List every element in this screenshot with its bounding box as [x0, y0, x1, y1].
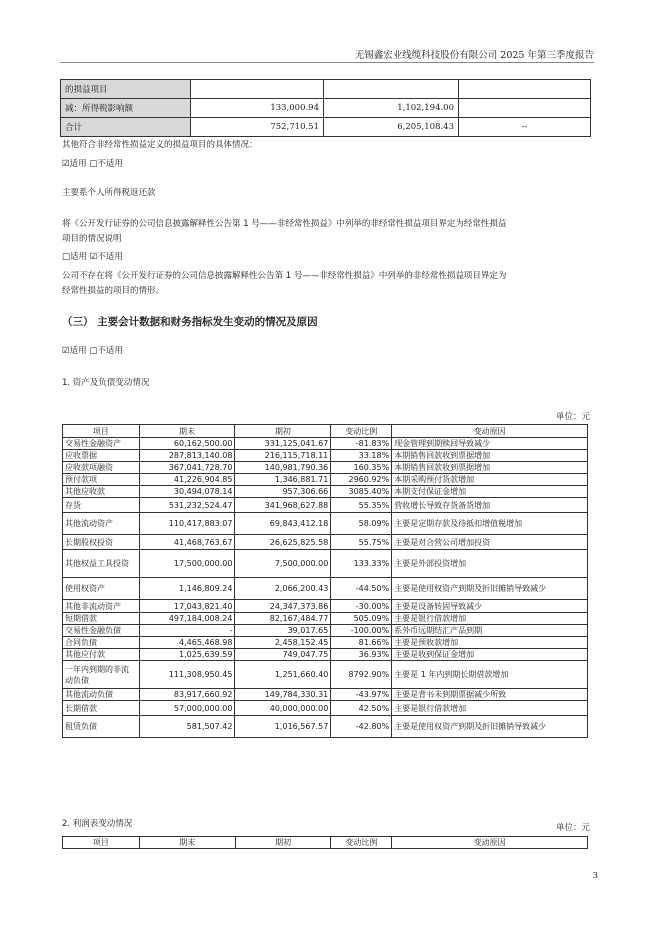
ratio-cell: 160.35%: [331, 462, 392, 474]
end-value-cell: 1,146,809.24: [139, 578, 235, 600]
reason-cell: 主要是定期存款及待抵扣增值税增加: [392, 513, 588, 535]
begin-value-cell: 1,346,881.71: [235, 474, 331, 486]
ratio-cell: -100.00%: [331, 625, 392, 637]
section-title: （三） 主要会计数据和财务指标发生变动的情况及原因: [62, 316, 318, 328]
reason-cell: 主要是使用权资产到期及折旧摊销导致减少: [392, 578, 588, 600]
item-cell: 预付款项: [63, 474, 140, 486]
begin-value-cell: 26,625,825.58: [235, 535, 331, 550]
item-cell: 长期借款: [63, 701, 140, 716]
reason-cell: 主要是银行借款增加: [392, 613, 588, 625]
ratio-cell: 505.09%: [331, 613, 392, 625]
begin-value-cell: 216,115,718.11: [235, 450, 331, 462]
table-row: [63, 474, 588, 486]
ratio-cell: -42.80%: [331, 716, 392, 738]
applicable-checkbox-3[interactable]: ☑适用 □不适用: [62, 346, 123, 356]
header-divider: [60, 62, 594, 63]
ratio-cell: 36.93%: [331, 649, 392, 661]
table-row: [63, 689, 588, 701]
other-items-text: 其他符合非经常性损益定义的损益项目的具体情况：: [62, 140, 258, 150]
header-cell: 项目: [63, 837, 140, 849]
end-value-cell: 581,507.42: [139, 716, 235, 738]
end-value-cell: 41,226,904.85: [139, 474, 235, 486]
profit-table: [62, 836, 588, 849]
end-value-cell: 111,308,950.45: [139, 661, 235, 689]
subsection-profit: 2. 利润表变动情况: [62, 819, 133, 829]
reason-cell: 营收增长导致存货备货增加: [392, 498, 588, 513]
value-cell: [191, 80, 324, 99]
item-cell: 其他应付款: [63, 649, 140, 661]
value-cell: [459, 99, 591, 118]
table-row: [63, 498, 588, 513]
begin-value-cell: 69,843,412.18: [235, 513, 331, 535]
unit-label-2: 单位：元: [555, 823, 590, 833]
end-value-cell: 287,813,140.08: [139, 450, 235, 462]
begin-value-cell: 957,306.66: [235, 486, 331, 498]
ratio-cell: 133.33%: [331, 550, 392, 578]
ratio-cell: -43.97%: [331, 689, 392, 701]
value-cell: 6,205,108.43: [324, 118, 459, 137]
header-cell: 变动原因: [392, 425, 588, 438]
applicable-checkbox-2[interactable]: □适用 ☑不适用: [62, 252, 123, 262]
reason-cell: 主要是设备转固导致减少: [392, 600, 588, 613]
reason-cell: 本期销售回款收到票据增加: [392, 462, 588, 474]
explain-text-line1: 将《公开发行证券的公司信息披露解释性公告第 1 号——非经常性损益》中列举的非经常性损益项目界定为经常性损益: [62, 219, 507, 229]
value-cell: [459, 80, 591, 99]
header-cell: 期末: [139, 837, 235, 849]
table-row: [63, 613, 588, 625]
table-row: [63, 716, 588, 738]
nodefine-text-line2: 经常性损益的项目的情形。: [62, 286, 165, 296]
report-header-title: 无锡鑫宏业线缆科技股份有限公司 2025 年第三季度报告: [354, 50, 594, 61]
header-cell: 期末: [139, 425, 235, 438]
header-cell: 变动原因: [392, 837, 588, 849]
item-cell: 交易性金融资产: [63, 438, 140, 450]
table-row: [63, 450, 588, 462]
applicable-checkbox-1[interactable]: ☑适用 □不适用: [62, 159, 123, 169]
row-label: 合计: [61, 118, 191, 137]
end-value-cell: 4,465,468.98: [139, 637, 235, 649]
main-item-text: 主要系个人所得税返还款: [62, 188, 156, 198]
table-header-row: [63, 837, 588, 849]
unit-label: 单位：元: [555, 412, 590, 422]
reason-cell: 主要是使用权资产到期及折旧摊销导致减少: [392, 716, 588, 738]
reason-cell: 主要是 1 年内到期长期借款增加: [392, 661, 588, 689]
item-cell: 合同负债: [63, 637, 140, 649]
header-cell: 项目: [63, 425, 140, 438]
begin-value-cell: 1,251,660.40: [235, 661, 331, 689]
reason-cell: 主要是对合营公司增加投资: [392, 535, 588, 550]
header-cell: 期初: [235, 425, 331, 438]
item-cell: 应收款项融资: [63, 462, 140, 474]
item-cell: 租赁负债: [63, 716, 140, 738]
ratio-cell: -30.00%: [331, 600, 392, 613]
end-value-cell: 497,184,008.24: [139, 613, 235, 625]
header-cell: 变动比例: [331, 425, 392, 438]
ratio-cell: 81.66%: [331, 637, 392, 649]
table-row: [61, 118, 591, 137]
asset-liability-table: [62, 424, 588, 738]
explain-text-line2: 项目的情况说明: [62, 234, 122, 244]
table-row: [63, 486, 588, 498]
row-label: 的损益项目: [61, 80, 191, 99]
value-cell: [324, 80, 459, 99]
ratio-cell: 55.35%: [331, 498, 392, 513]
item-cell: 长期股权投资: [63, 535, 140, 550]
item-cell: 其他流动负债: [63, 689, 140, 701]
table-header-row: [63, 425, 588, 438]
ratio-cell: 3085.40%: [331, 486, 392, 498]
end-value-cell: 1,025,639.59: [139, 649, 235, 661]
ratio-cell: 42.50%: [331, 701, 392, 716]
table-row: [61, 99, 591, 118]
begin-value-cell: 2,458,152.45: [235, 637, 331, 649]
ratio-cell: 33.18%: [331, 450, 392, 462]
begin-value-cell: 1,016,567.57: [235, 716, 331, 738]
reason-cell: 主要是预收款增加: [392, 637, 588, 649]
begin-value-cell: 24,347,373.86: [235, 600, 331, 613]
ratio-cell: 58.09%: [331, 513, 392, 535]
table-row: [63, 600, 588, 613]
item-cell: 其他非流动资产: [63, 600, 140, 613]
table-row: [63, 701, 588, 716]
end-value-cell: 17,500,000.00: [139, 550, 235, 578]
end-value-cell: 41,468,763.67: [139, 535, 235, 550]
reason-cell: 系外币远期结汇产品到期: [392, 625, 588, 637]
item-cell: 其他应收款: [63, 486, 140, 498]
ratio-cell: -81.83%: [331, 438, 392, 450]
table-row: [63, 513, 588, 535]
begin-value-cell: 39,017.65: [235, 625, 331, 637]
table-row: [63, 649, 588, 661]
ratio-cell: -44.50%: [331, 578, 392, 600]
end-value-cell: -: [139, 625, 235, 637]
reason-cell: 主要是外部投资增加: [392, 550, 588, 578]
table-row: [63, 661, 588, 689]
begin-value-cell: 331,125,041.67: [235, 438, 331, 450]
end-value-cell: 83,917,660.92: [139, 689, 235, 701]
item-cell: 其他流动资产: [63, 513, 140, 535]
item-cell: 一年内到期的非流动负债: [63, 661, 140, 689]
reason-cell: 主要是银行借款增加: [392, 701, 588, 716]
begin-value-cell: 2,066,200.43: [235, 578, 331, 600]
item-cell: 短期借款: [63, 613, 140, 625]
item-cell: 使用权资产: [63, 578, 140, 600]
page-number: 3: [592, 871, 598, 881]
nonrecurring-items-table: [60, 79, 591, 137]
header-cell: 变动比例: [331, 837, 392, 849]
reason-cell: 主要是收到保证金增加: [392, 649, 588, 661]
table-row: [63, 438, 588, 450]
table-row: [63, 535, 588, 550]
reason-cell: 本期支付保证金增加: [392, 486, 588, 498]
row-label: 减：所得税影响额: [61, 99, 191, 118]
table-row: [63, 462, 588, 474]
table-row: [63, 625, 588, 637]
table-row: [63, 637, 588, 649]
begin-value-cell: 7,500,000.00: [235, 550, 331, 578]
reason-cell: 现金管理到期赎回导致减少: [392, 438, 588, 450]
item-cell: 交易性金融负债: [63, 625, 140, 637]
reason-cell: 本期销售回款收到票据增加: [392, 450, 588, 462]
begin-value-cell: 82,167,484.77: [235, 613, 331, 625]
ratio-cell: 8792.90%: [331, 661, 392, 689]
end-value-cell: 531,232,524.47: [139, 498, 235, 513]
table-row: [61, 80, 591, 99]
value-cell: 133,000.94: [191, 99, 324, 118]
value-cell: 1,102,194.00: [324, 99, 459, 118]
begin-value-cell: 140,981,790.36: [235, 462, 331, 474]
reason-cell: 主要是背书未到期票据减少所致: [392, 689, 588, 701]
ratio-cell: 55.75%: [331, 535, 392, 550]
item-cell: 应收票据: [63, 450, 140, 462]
item-cell: 其他权益工具投资: [63, 550, 140, 578]
nodefine-text-line1: 公司不存在将《公开发行证券的公司信息披露解释性公告第 1 号——非经常性损益》中列举的非经常性损益项目界定为: [62, 271, 507, 281]
table-row: [63, 578, 588, 600]
end-value-cell: 60,162,500.00: [139, 438, 235, 450]
reason-cell: 本期采购预付货款增加: [392, 474, 588, 486]
header-cell: 期初: [235, 837, 331, 849]
end-value-cell: 30,494,078.14: [139, 486, 235, 498]
end-value-cell: 57,000,000.00: [139, 701, 235, 716]
table-row: [63, 550, 588, 578]
begin-value-cell: 40,000,000.00: [235, 701, 331, 716]
end-value-cell: 110,417,883.07: [139, 513, 235, 535]
begin-value-cell: 149,784,330.31: [235, 689, 331, 701]
subsection-asset-liability: 1. 资产及负债变动情况: [62, 378, 150, 388]
value-cell: --: [459, 118, 591, 137]
end-value-cell: 17,043,821.40: [139, 600, 235, 613]
begin-value-cell: 749,047.75: [235, 649, 331, 661]
begin-value-cell: 341,968,627.88: [235, 498, 331, 513]
end-value-cell: 367,041,728.70: [139, 462, 235, 474]
value-cell: 752,710.51: [191, 118, 324, 137]
ratio-cell: 2960.92%: [331, 474, 392, 486]
item-cell: 存货: [63, 498, 140, 513]
